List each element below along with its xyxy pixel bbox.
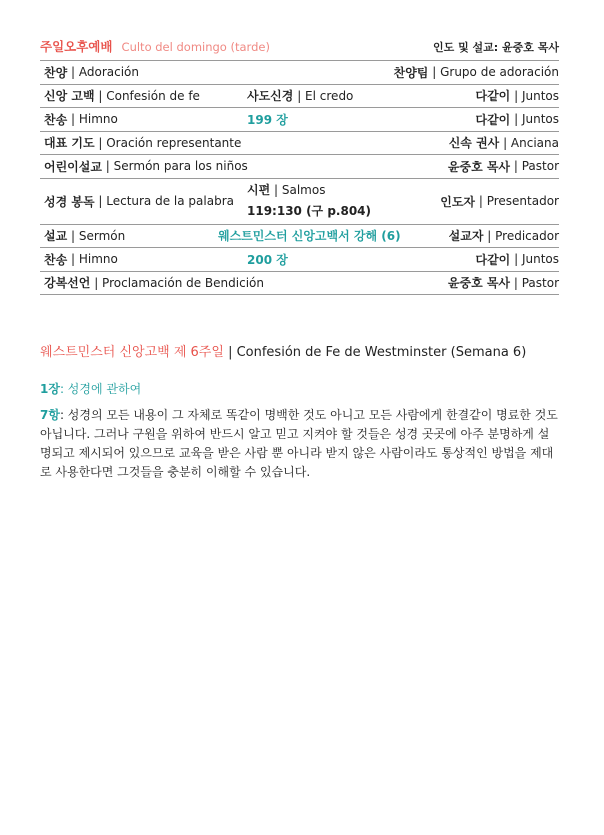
worship-row-hymn-1 <box>40 108 559 132</box>
leader-spanish: | Grupo de adoración <box>432 65 559 80</box>
scripture-book <box>247 180 325 201</box>
item-spanish: | Proclamación de Bendición <box>94 275 264 290</box>
row-leader <box>394 61 559 84</box>
row-item <box>44 248 118 271</box>
leader-korean: 찬양팀 <box>393 65 429 80</box>
service-title-korean: 주일오후예배 <box>40 39 113 54</box>
leader-korean: 설교자 <box>448 229 484 244</box>
detail-spanish: | Salmos <box>274 183 326 197</box>
row-leader <box>475 108 559 131</box>
item-korean: 신앙 고백 <box>44 89 95 104</box>
item-spanish: | Confesión de fe <box>98 88 200 103</box>
row-leader <box>449 132 559 155</box>
row-leader <box>448 272 559 295</box>
row-leader <box>449 225 559 248</box>
confession-chapter <box>40 380 141 397</box>
leader-korean: 다같이 <box>475 252 511 267</box>
worship-row-sermon <box>40 225 559 249</box>
worship-row-scripture <box>40 179 559 225</box>
leader-korean: 인도자 <box>440 194 476 209</box>
item-korean: 대표 기도 <box>44 136 95 151</box>
service-title <box>40 36 270 55</box>
leader-spanish: | Juntos <box>514 112 559 127</box>
item-korean: 찬양 <box>44 65 68 80</box>
leader-spanish: | Anciana <box>503 135 559 150</box>
confession-title-korean: 웨스트민스터 신앙고백 제 6주일 <box>40 345 224 360</box>
item-korean: 어린이설교 <box>44 159 102 174</box>
item-spanish: | Lectura de la palabra <box>98 194 234 208</box>
leader-korean: 윤중호 목사 <box>447 159 511 174</box>
leader-spanish: | Juntos <box>514 252 559 267</box>
leader-spanish: | Presentador <box>478 194 559 208</box>
leader-korean: 다같이 <box>475 89 511 104</box>
service-leader: 인도 및 설교: 윤중호 목사 <box>433 41 559 54</box>
hymn-number: 199 장 <box>247 112 288 127</box>
service-title-spanish: Culto del domingo (tarde) <box>121 40 270 54</box>
detail-korean: 시편 <box>247 183 271 197</box>
chapter-number: 1장 <box>40 382 60 396</box>
item-korean: 찬송 <box>44 112 68 127</box>
leader-spanish: | Juntos <box>514 88 559 103</box>
row-leader <box>440 179 559 224</box>
row-leader <box>475 248 559 271</box>
leader-spanish: | Pastor <box>513 159 559 174</box>
row-detail <box>247 108 288 131</box>
item-korean: 성경 봉독 <box>44 194 95 209</box>
detail-spanish: | El credo <box>297 88 354 103</box>
row-detail <box>247 179 371 224</box>
row-item <box>44 85 200 108</box>
leader-korean: 신속 권사 <box>448 136 500 151</box>
worship-row-praise <box>40 61 559 85</box>
item-spanish: | Sermón <box>71 228 126 243</box>
service-header <box>40 36 559 61</box>
chapter-title: : 성경에 관하여 <box>59 382 142 396</box>
item-korean: 설교 <box>44 229 68 244</box>
item-spanish: | Himno <box>71 252 118 267</box>
confession-article <box>40 406 559 482</box>
item-spanish: | Oración representante <box>98 135 242 150</box>
leader-spanish: | Pastor <box>513 275 559 290</box>
row-item <box>44 155 248 178</box>
item-spanish: | Himno <box>71 112 118 127</box>
row-item <box>44 179 234 224</box>
row-item <box>44 225 125 248</box>
confession-title-spanish: | Confesión de Fe de Westminster (Semana 6) <box>228 345 527 360</box>
worship-row-children-sermon <box>40 155 559 179</box>
leader-korean: 다같이 <box>475 112 511 127</box>
row-leader <box>448 155 559 178</box>
row-item <box>44 272 264 295</box>
item-korean: 강복선언 <box>44 276 91 291</box>
item-spanish: | Sermón para los niños <box>105 159 248 174</box>
worship-row-hymn-2 <box>40 248 559 272</box>
sermon-title: 웨스트민스터 신앙고백서 강해 (6) <box>218 229 401 244</box>
row-detail <box>247 248 288 271</box>
row-item <box>44 108 118 131</box>
worship-row-benediction <box>40 272 559 296</box>
article-text: : 성경의 모든 내용이 그 자체로 똑같이 명백한 것도 아니고 모든 사람에게 한결같이 명료한 것도 아닙니다. 그러나 구원을 위하여 반드시 알고 믿고 지켜야 할 것들은 성경 곳곳에 아주 분명하게 설명되고 제시되어 있으므로 교육을 받은 사람 뿐 아니라 받지 않은 사람이라도 통상적인 방법을 제대로 사용한다면 그것들을 충분히 이해할 수 있습니다. <box>40 408 558 479</box>
leader-korean: 윤중호 목사 <box>447 276 511 291</box>
confession-section-title <box>40 341 526 360</box>
item-spanish: | Adoración <box>71 65 139 80</box>
article-number: 7항 <box>40 408 60 422</box>
row-detail <box>218 225 401 248</box>
row-item <box>44 132 241 155</box>
row-detail <box>247 85 353 108</box>
worship-row-prayer <box>40 132 559 156</box>
detail-korean: 사도신경 <box>247 89 294 104</box>
row-leader <box>475 85 559 108</box>
row-item <box>44 61 139 84</box>
item-korean: 찬송 <box>44 252 68 267</box>
worship-row-confession <box>40 85 559 109</box>
hymn-number: 200 장 <box>247 252 288 267</box>
scripture-reference: 119:130 (구 p.804) <box>247 204 372 218</box>
order-of-worship <box>40 36 559 295</box>
leader-spanish: | Predicador <box>487 228 559 243</box>
